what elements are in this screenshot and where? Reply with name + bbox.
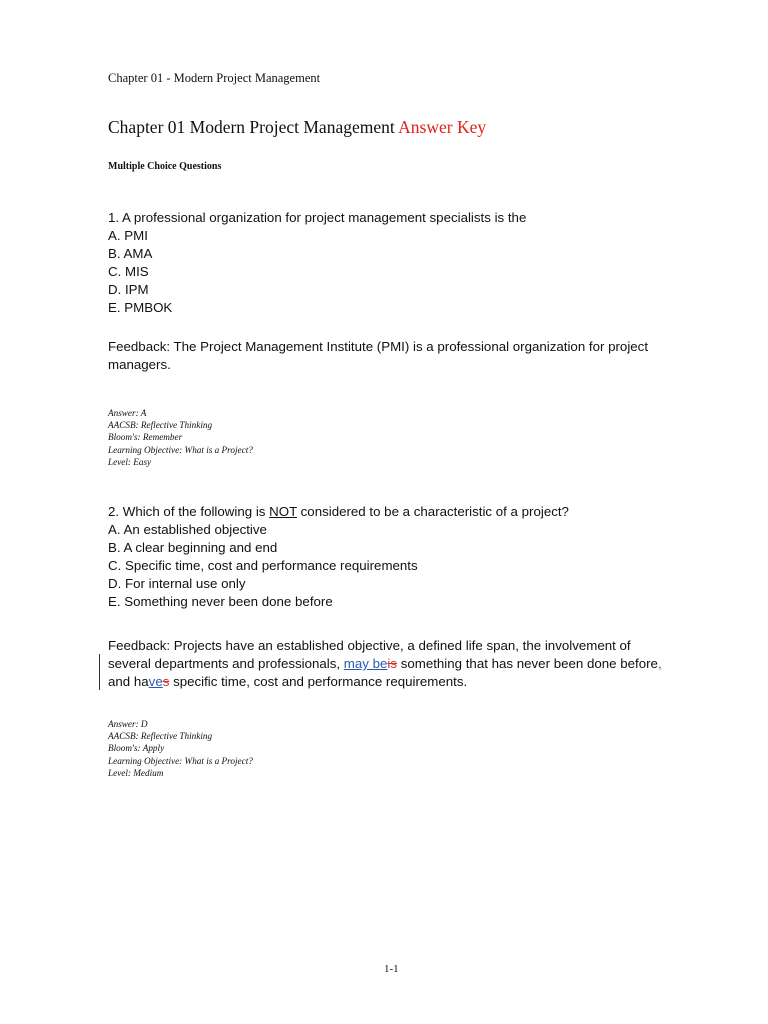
page-number: 1-1 bbox=[384, 963, 399, 975]
answer-label: Answer: D bbox=[108, 719, 148, 729]
feedback-line: Feedback: Projects have an established objective, a defined life span, the involvement of bbox=[108, 638, 631, 653]
feedback-line bbox=[108, 673, 662, 691]
page-title bbox=[108, 117, 486, 138]
level-label: Level: Easy bbox=[108, 456, 152, 467]
blooms-label: Bloom's: Remember bbox=[108, 432, 183, 443]
stem-text: 2. Which of the following is bbox=[108, 504, 270, 519]
aacsb-label: AACSB: Reflective Thinking bbox=[108, 420, 213, 431]
option-d: D. For internal use only bbox=[108, 576, 246, 591]
title-answer-key: Answer Key bbox=[398, 117, 487, 137]
section-heading: Multiple Choice Questions bbox=[108, 161, 222, 172]
tracked-insertion: , bbox=[657, 656, 662, 671]
feedback-line: Feedback: The Project Management Institute (PMI) is a professional organization for project bbox=[108, 339, 649, 354]
option-d: D. IPM bbox=[108, 282, 149, 297]
title-main: Chapter 01 Modern Project Management bbox=[108, 117, 399, 137]
option-c: C. MIS bbox=[108, 264, 149, 279]
tracked-deletion: s bbox=[162, 674, 170, 689]
blooms-label: Bloom's: Apply bbox=[108, 743, 165, 754]
level-label: Level: Medium bbox=[108, 767, 164, 778]
question-1 bbox=[108, 209, 526, 317]
option-a: A. An established objective bbox=[108, 522, 267, 537]
option-e: E. Something never been done before bbox=[108, 594, 333, 609]
feedback-text: and ha bbox=[108, 674, 149, 689]
metadata-1 bbox=[108, 407, 253, 468]
stem-emphasis: NOT bbox=[269, 504, 297, 519]
feedback-2 bbox=[108, 637, 662, 691]
option-b: B. AMA bbox=[108, 246, 153, 261]
objective-label: Learning Objective: What is a Project? bbox=[108, 755, 253, 766]
feedback-line bbox=[108, 655, 662, 673]
feedback-text: specific time, cost and performance requirements. bbox=[169, 674, 468, 689]
stem-text: considered to be a characteristic of a project? bbox=[296, 504, 569, 519]
feedback-text: several departments and professionals, bbox=[108, 656, 344, 671]
revision-change-bar bbox=[99, 654, 100, 690]
question-stem: 1. A professional organization for project management specialists is the bbox=[108, 210, 527, 225]
objective-label: Learning Objective: What is a Project? bbox=[108, 444, 253, 455]
aacsb-label: AACSB: Reflective Thinking bbox=[108, 731, 213, 742]
option-a: A. PMI bbox=[108, 228, 148, 243]
option-c: C. Specific time, cost and performance requirements bbox=[108, 558, 418, 573]
metadata-2 bbox=[108, 718, 253, 779]
option-e: E. PMBOK bbox=[108, 300, 173, 315]
feedback-1 bbox=[108, 338, 648, 374]
tracked-deletion: is bbox=[387, 656, 397, 671]
question-2 bbox=[108, 503, 569, 611]
running-header: Chapter 01 - Modern Project Management bbox=[108, 71, 321, 85]
tracked-insertion: ve bbox=[148, 674, 163, 689]
feedback-line: managers. bbox=[108, 357, 171, 372]
answer-label: Answer: A bbox=[108, 408, 147, 418]
feedback-text: something that has never been done before bbox=[397, 656, 658, 671]
tracked-insertion: may be bbox=[343, 656, 388, 671]
option-b: B. A clear beginning and end bbox=[108, 540, 278, 555]
question-stem bbox=[108, 503, 569, 521]
